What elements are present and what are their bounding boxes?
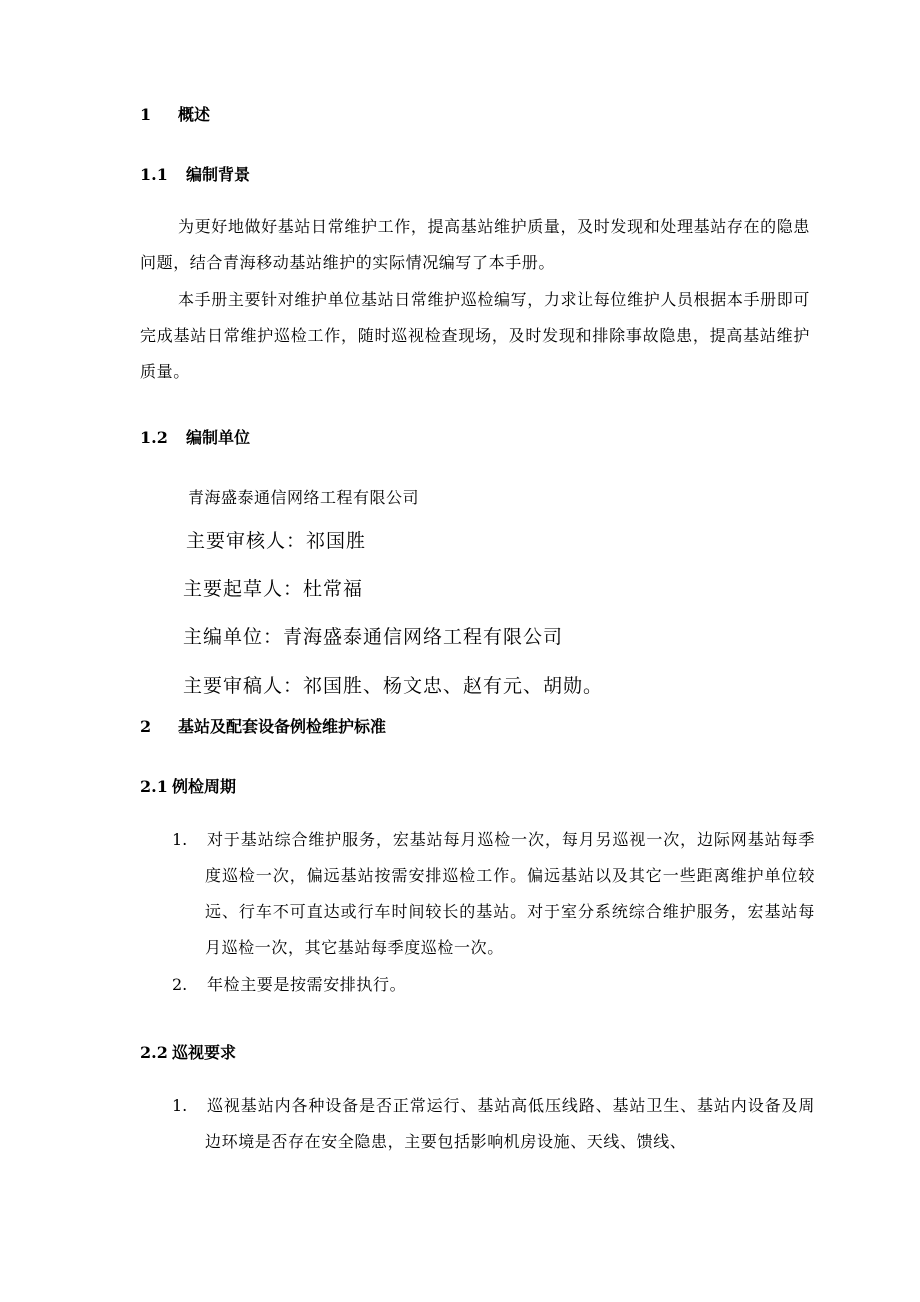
section-1-2-number: 1.2 [140, 428, 168, 447]
list-item-text: 年检主要是按需安排执行。 [207, 975, 407, 994]
section-1-1-number: 1.1 [140, 165, 168, 184]
section-2-2-title: 巡视要求 [172, 1043, 237, 1062]
list-item-number: 1. [172, 830, 188, 849]
section-2-1-title: 例检周期 [172, 777, 237, 796]
section-1-heading [140, 105, 210, 125]
company-name: 青海盛泰通信网络工程有限公司 [188, 488, 420, 507]
section-2-1-number: 2.1 [140, 777, 168, 796]
section-1-number: 1 [140, 105, 152, 124]
list-item-number: 2. [172, 975, 188, 994]
section-1-title: 概述 [178, 105, 211, 124]
section-1-2-heading [140, 428, 250, 448]
section-1-1-heading [140, 165, 250, 185]
section-1-1-title: 编制背景 [186, 165, 251, 184]
section-2-2-heading [140, 1043, 236, 1063]
section-2-2-number: 2.2 [140, 1043, 168, 1062]
section-2-heading [140, 717, 386, 737]
main-drafter: 主要起草人：杜常福 [183, 578, 364, 600]
paragraph-background-1: 为更好地做好基站日常维护工作，提高基站维护质量，及时发现和处理基站存在的隐患问题，结合青海移动基站维护的实际情况编写了本手册。 [140, 217, 810, 272]
list-item-text: 对于基站综合维护服务，宏基站每月巡检一次，每月另巡视一次，边际网基站每季度巡检一次，偏远基站按需安排巡检工作。偏远基站以及其它一些距离维护单位较远、行车不可直达或行车时间较长的基站。对于室分系统综合维护服务，宏基站每月巡检一次，其它基站每季度巡检一次。 [205, 830, 815, 957]
editor-unit: 主编单位：青海盛泰通信网络工程有限公司 [183, 626, 564, 648]
section-1-2-title: 编制单位 [186, 428, 251, 447]
section-2-number: 2 [140, 717, 152, 736]
main-reviewer: 主要审核人：祁国胜 [186, 530, 367, 552]
list-item-number: 1. [172, 1096, 188, 1115]
paragraph-background-2: 本手册主要针对维护单位基站日常维护巡检编写，力求让每位维护人员根据本手册即可完成基站日常维护巡检工作，随时巡视检查现场，及时发现和排除事故隐患，提高基站维护质量。 [140, 290, 810, 381]
section-2-title: 基站及配套设备例检维护标准 [178, 717, 387, 736]
section-2-1-heading [140, 777, 236, 797]
manuscript-reviewers: 主要审稿人：祁国胜、杨文忠、赵有元、胡勋。 [183, 675, 604, 697]
list-item-text: 巡视基站内各种设备是否正常运行、基站高低压线路、基站卫生、基站内设备及周边环境是否存在安全隐患，主要包括影响机房设施、天线、馈线、 [205, 1096, 815, 1151]
